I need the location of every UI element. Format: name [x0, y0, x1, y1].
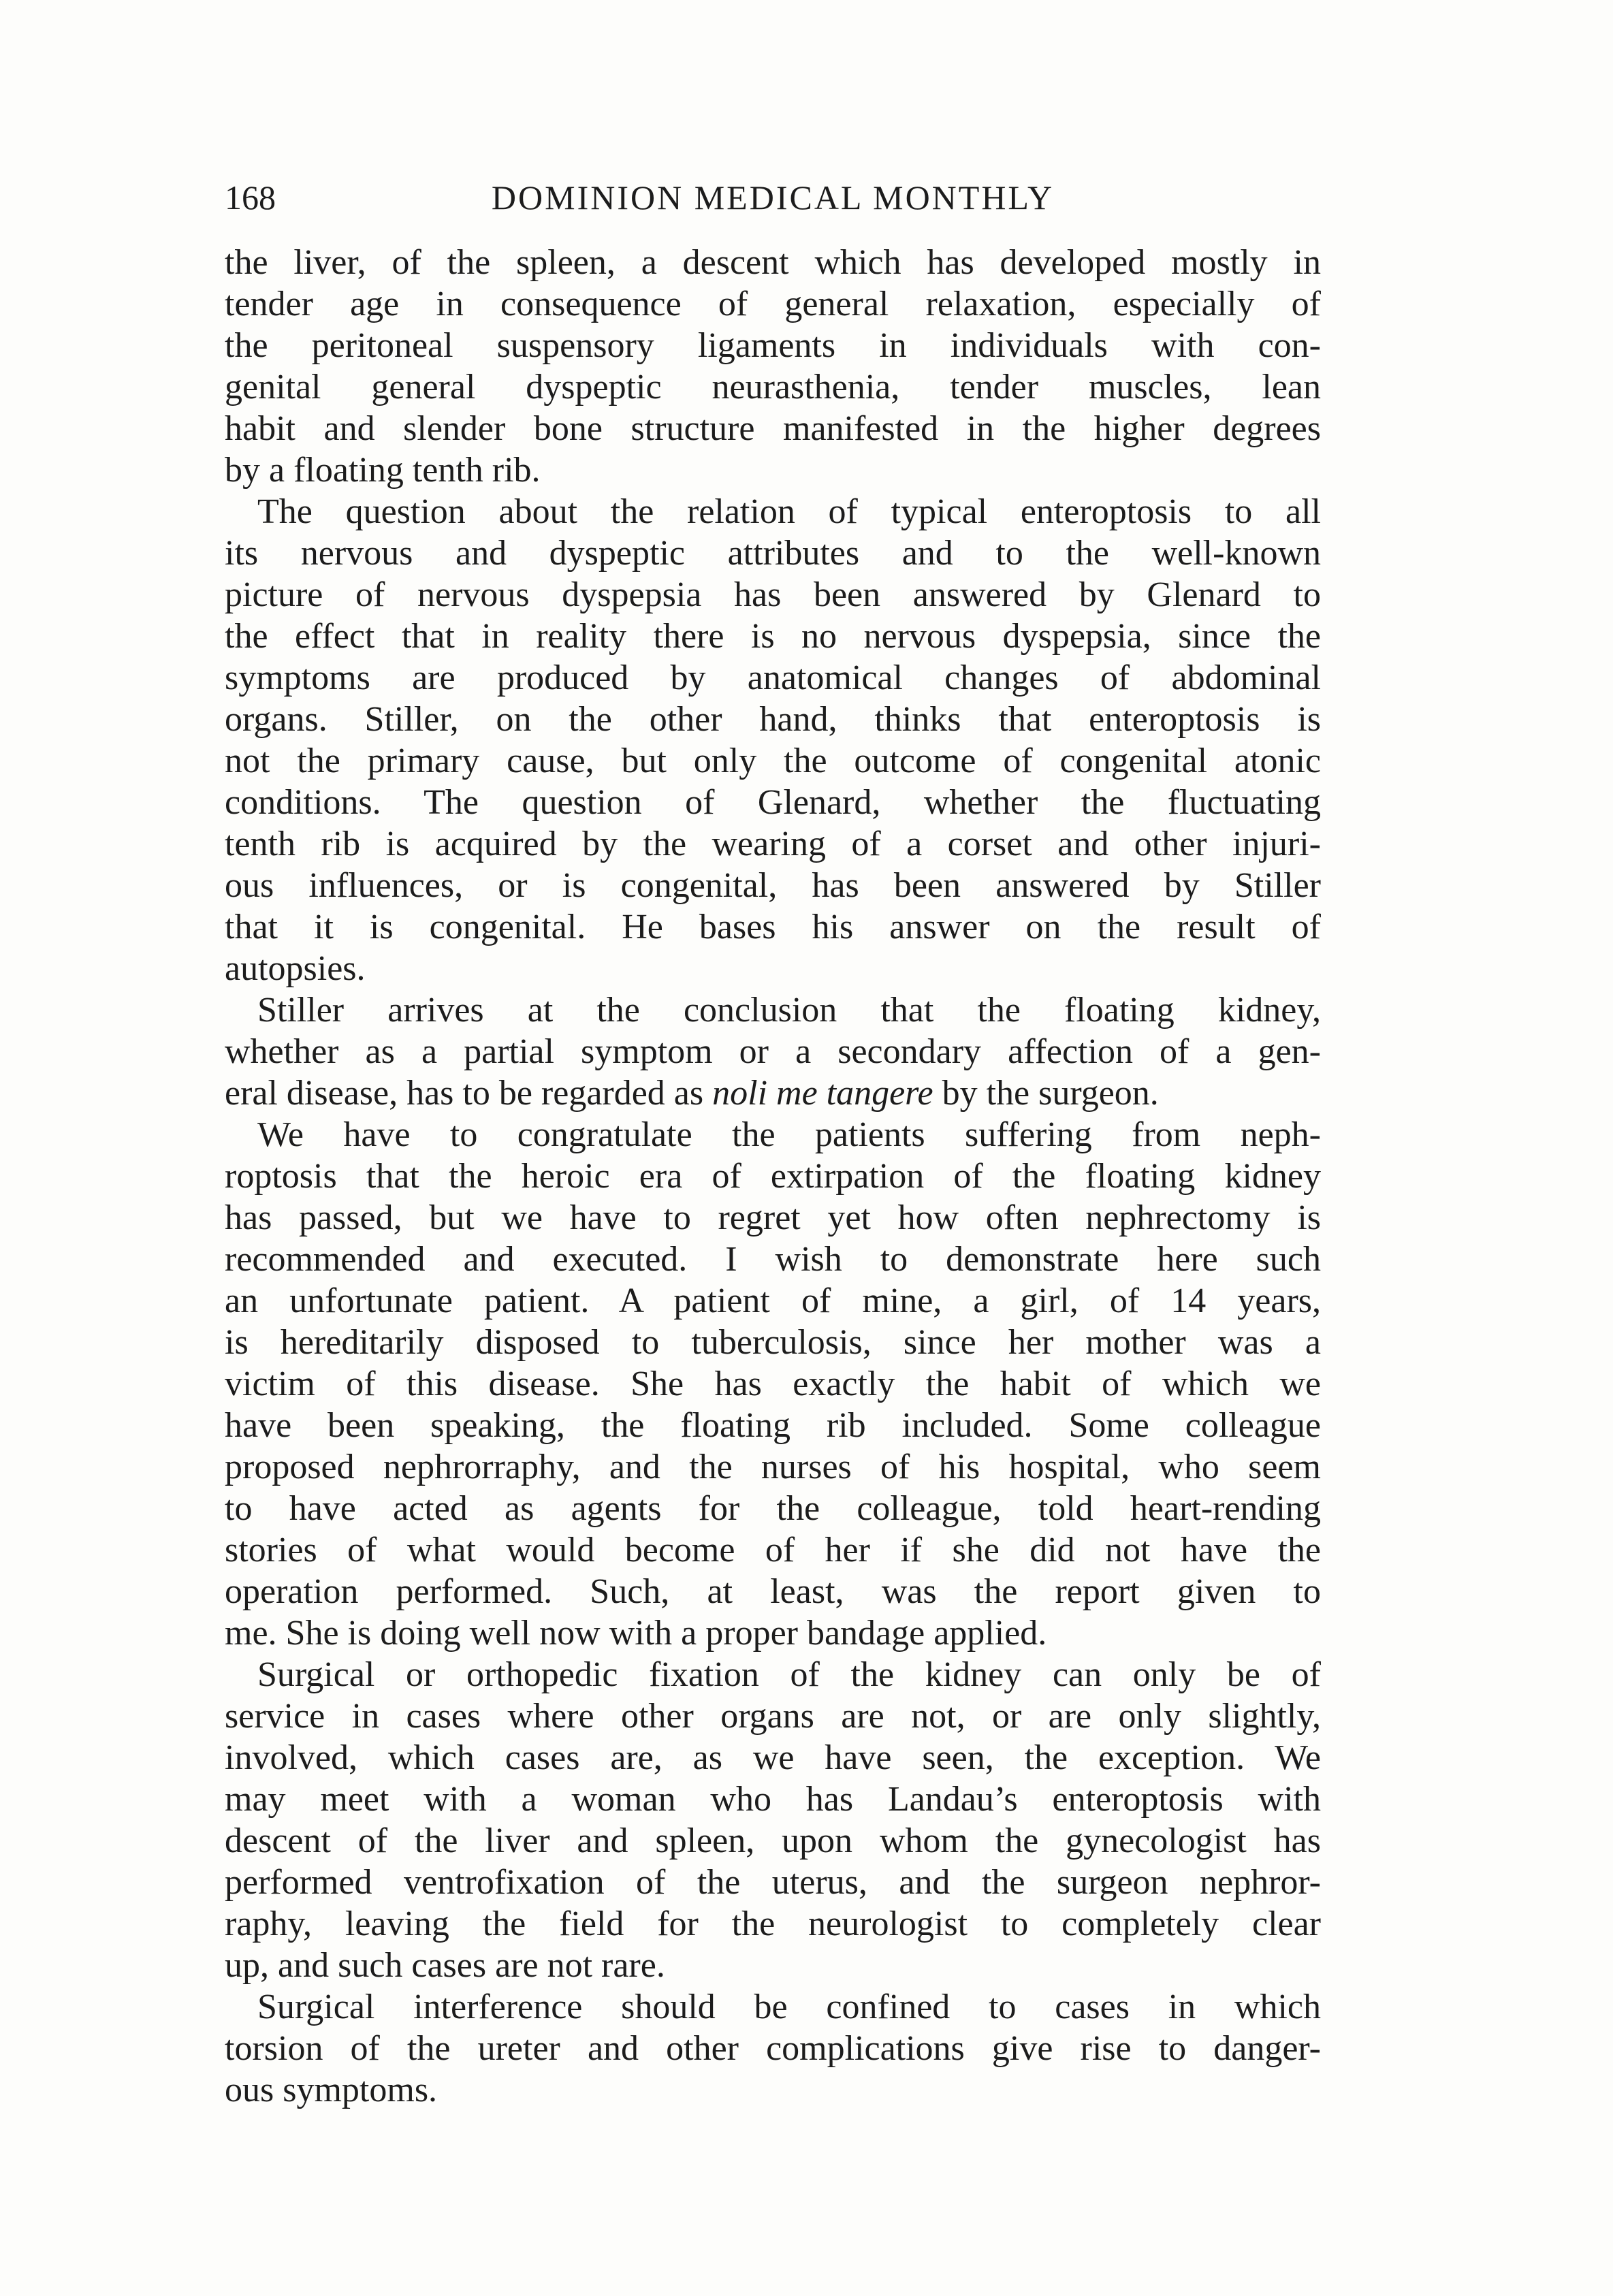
text-line: We have to congratulate the patients suffering from neph-	[257, 1115, 1321, 1154]
body-text	[225, 242, 1321, 2111]
text-line: torsion of the ureter and other complications give rise to danger-	[225, 2029, 1321, 2068]
text-line: an unfortunate patient. A patient of mine, a girl, of 14 years,	[225, 1281, 1321, 1320]
text-line: recommended and executed. I wish to demonstrate here such	[225, 1240, 1321, 1279]
text-line: me. She is doing well now with a proper bandage applied.	[225, 1614, 1047, 1653]
running-head	[225, 170, 1321, 225]
text-line: by a floating tenth rib.	[225, 451, 541, 490]
text-line: that it is congenital. He bases his answer on the result of	[225, 908, 1321, 946]
text-line: proposed nephrorraphy, and the nurses of his hospital, who seem	[225, 1448, 1321, 1486]
text-line: symptoms are produced by anatomical changes of abdominal	[225, 658, 1321, 697]
text-line: the peritoneal suspensory ligaments in individuals with con-	[225, 326, 1321, 365]
text-line: involved, which cases are, as we have seen, the exception. We	[225, 1738, 1321, 1777]
text-line: Surgical interference should be confined to cases in which	[257, 1988, 1321, 2026]
page-number: 168	[225, 178, 276, 217]
text-line: ous symptoms.	[225, 2071, 438, 2109]
text-line: the liver, of the spleen, a descent which has developed mostly in	[225, 243, 1321, 282]
text-line: may meet with a woman who has Landau’s enteroptosis with	[225, 1780, 1321, 1819]
text-line: Surgical or orthopedic fixation of the kidney can only be of	[257, 1655, 1321, 1694]
text-line: raphy, leaving the field for the neurologist to completely clear	[225, 1904, 1321, 1943]
text-line: picture of nervous dyspepsia has been answered by Glenard to	[225, 575, 1321, 614]
text-line: organs. Stiller, on the other hand, thinks that enteroptosis is	[225, 700, 1321, 739]
text-line: descent of the liver and spleen, upon whom the gynecologist has	[225, 1821, 1321, 1860]
text-line: habit and slender bone structure manifested in the higher degrees	[225, 409, 1321, 448]
text-line: whether as a partial symptom or a secondary affection of a gen-	[225, 1032, 1321, 1071]
text-line: eral disease, has to be regarded as noli me tangere by the surgeon.	[225, 1074, 1159, 1113]
text-line: to have acted as agents for the colleague, told heart-rending	[225, 1489, 1321, 1528]
text-line: is hereditarily disposed to tuberculosis, since her mother was a	[225, 1323, 1321, 1362]
text-line: tender age in consequence of general relaxation, especially of	[225, 285, 1321, 323]
text-line: conditions. The question of Glenard, whether the fluctuating	[225, 783, 1321, 822]
text-line: has passed, but we have to regret yet how often nephrectomy is	[225, 1198, 1321, 1237]
text-line: performed ventrofixation of the uterus, and the surgeon nephror-	[225, 1863, 1321, 1902]
journal-title: DOMINION MEDICAL MONTHLY	[491, 178, 1055, 217]
text-line: the effect that in reality there is no nervous dyspepsia, since the	[225, 617, 1321, 656]
text-line: tenth rib is acquired by the wearing of a corset and other injuri-	[225, 825, 1321, 863]
text-line: service in cases where other organs are not, or are only slightly,	[225, 1697, 1321, 1736]
text-line: genital general dyspeptic neurasthenia, tender muscles, lean	[225, 368, 1321, 406]
text-line: up, and such cases are not rare.	[225, 1946, 665, 1985]
text-line: ous influences, or is congenital, has been answered by Stiller	[225, 866, 1321, 905]
text-line: its nervous and dyspeptic attributes and to the well-known	[225, 534, 1321, 573]
text-line: autopsies.	[225, 949, 366, 988]
text-line: victim of this disease. She has exactly the habit of which we	[225, 1365, 1321, 1403]
text-line: Stiller arrives at the conclusion that the floating kidney,	[257, 991, 1321, 1030]
text-line: not the primary cause, but only the outcome of congenital atonic	[225, 742, 1321, 780]
text-line: The question about the relation of typical enteroptosis to all	[257, 492, 1321, 531]
text-line: stories of what would become of her if she did not have the	[225, 1531, 1321, 1569]
text-line: roptosis that the heroic era of extirpation of the floating kidney	[225, 1157, 1321, 1196]
text-line: operation performed. Such, at least, was the report given to	[225, 1572, 1321, 1611]
text-line: have been speaking, the floating rib included. Some colleague	[225, 1406, 1321, 1445]
